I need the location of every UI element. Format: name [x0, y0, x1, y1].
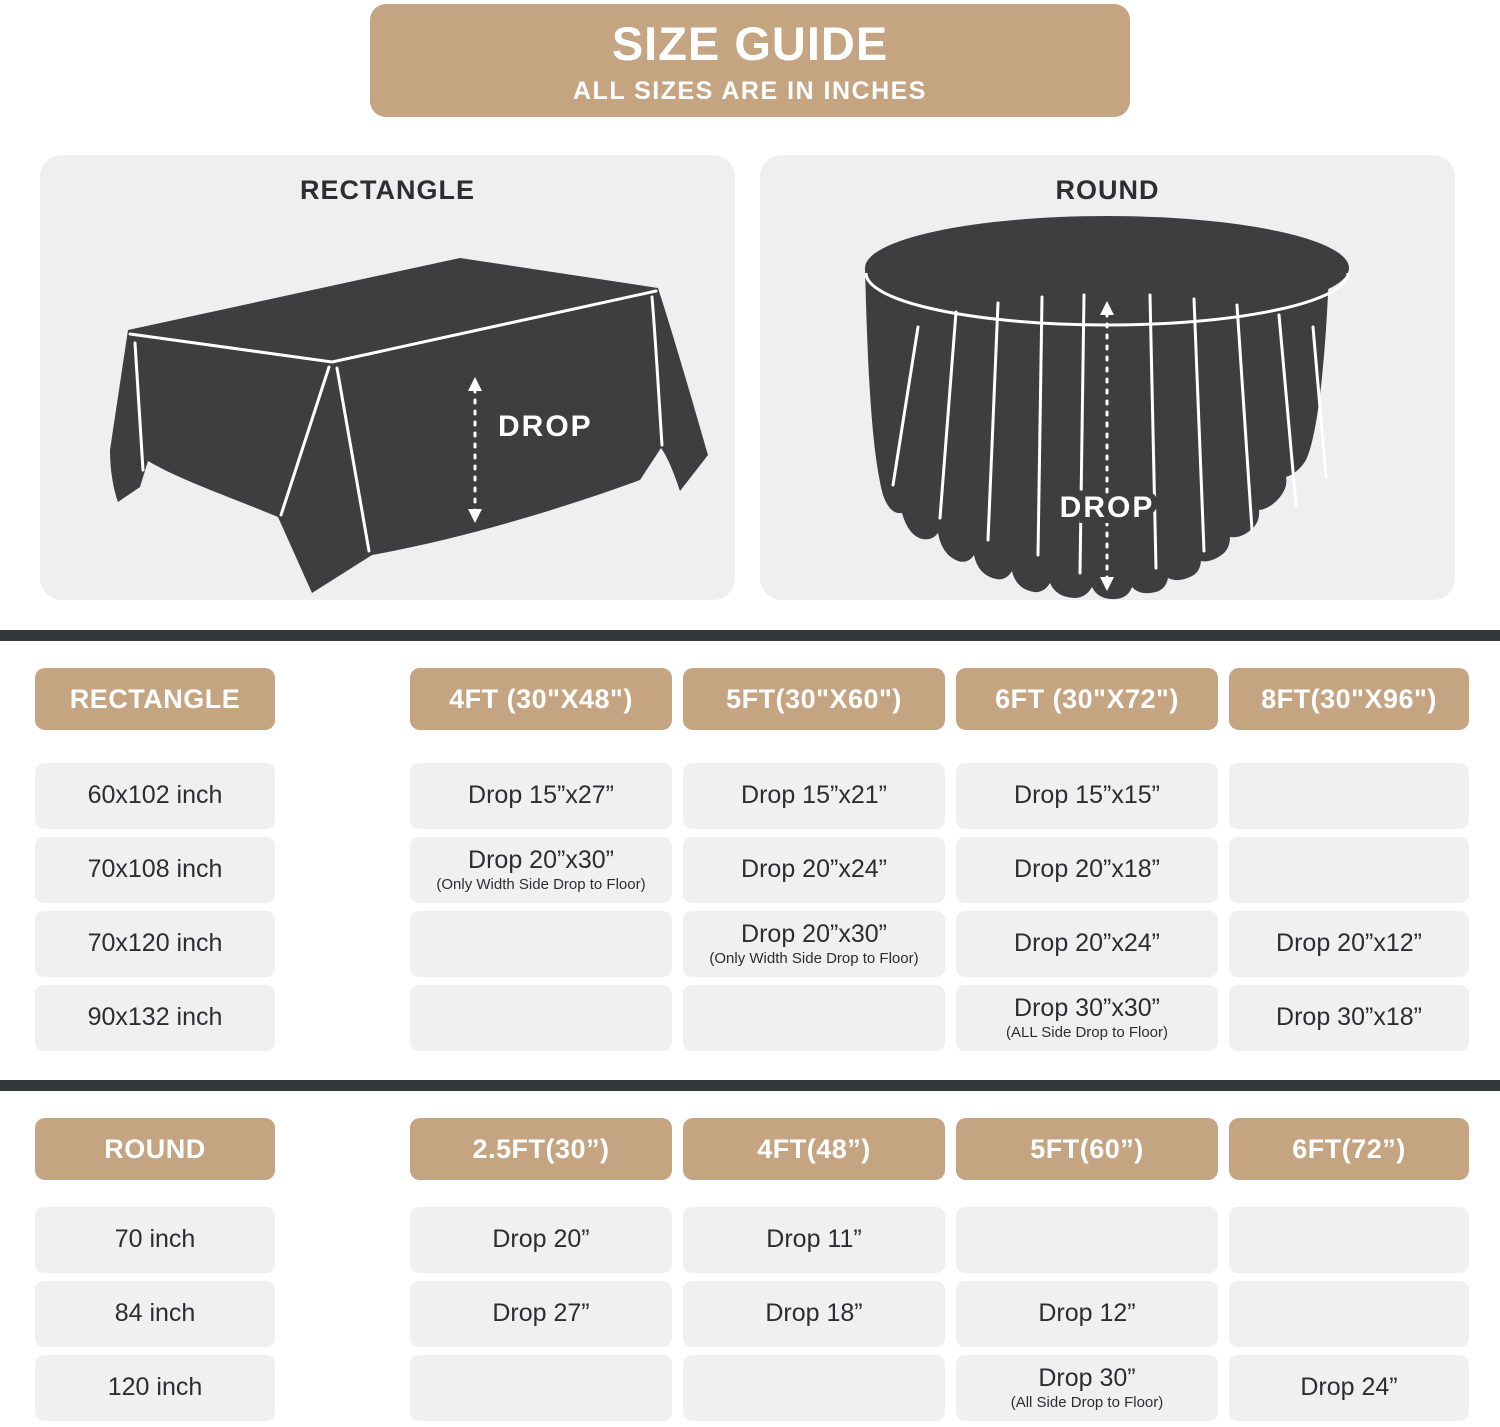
size-cell — [1229, 837, 1469, 903]
row-label: 70x120 inch — [35, 911, 275, 977]
round-tablecloth-illustration — [760, 155, 1455, 600]
banner-subtitle: ALL SIZES ARE IN INCHES — [573, 76, 927, 105]
size-cell: Drop 20”x30” (Only Width Side Drop to Floor) — [683, 911, 945, 977]
size-cell: Drop 20” — [410, 1207, 672, 1273]
size-cell: Drop 18” — [683, 1281, 945, 1347]
size-cell — [410, 1355, 672, 1421]
row-label: 90x132 inch — [35, 985, 275, 1051]
size-cell: Drop 30”x30” (ALL Side Drop to Floor) — [956, 985, 1218, 1051]
table-row — [0, 985, 1500, 1051]
size-guide-banner — [370, 4, 1130, 117]
rect-header-5ft: 5FT(30"X60") — [683, 668, 945, 730]
size-cell: Drop 20”x30” (Only Width Side Drop to Floor) — [410, 837, 672, 903]
size-cell: Drop 11” — [683, 1207, 945, 1273]
size-cell — [683, 985, 945, 1051]
table-row — [0, 1281, 1500, 1347]
rectangle-size-table — [0, 668, 1500, 1051]
round-panel-title: ROUND — [1055, 175, 1160, 205]
rectangle-tablecloth-illustration — [40, 155, 735, 600]
row-label: 60x102 inch — [35, 763, 275, 829]
size-cell: Drop 24” — [1229, 1355, 1469, 1421]
table-row — [0, 763, 1500, 829]
round-table-header — [0, 1118, 1500, 1180]
round-header-2-5ft: 2.5FT(30”) — [410, 1118, 672, 1180]
round-header-5ft: 5FT(60”) — [956, 1118, 1218, 1180]
size-cell — [683, 1355, 945, 1421]
size-cell: Drop 15”x21” — [683, 763, 945, 829]
rectangle-drop-label: DROP — [498, 410, 593, 443]
size-cell — [1229, 763, 1469, 829]
size-cell: Drop 20”x18” — [956, 837, 1218, 903]
round-drop-label: DROP — [1059, 491, 1155, 524]
banner-title: SIZE GUIDE — [611, 16, 889, 70]
row-label: 84 inch — [35, 1281, 275, 1347]
size-cell: Drop 30”x18” — [1229, 985, 1469, 1051]
size-cell: Drop 20”x24” — [683, 837, 945, 903]
size-cell — [410, 985, 672, 1051]
round-header-round: ROUND — [35, 1118, 275, 1180]
rect-header-6ft: 6FT (30"X72") — [956, 668, 1218, 730]
round-header-4ft: 4FT(48”) — [683, 1118, 945, 1180]
rect-header-4ft: 4FT (30"X48") — [410, 668, 672, 730]
size-cell: Drop 15”x15” — [956, 763, 1218, 829]
size-cell: Drop 27” — [410, 1281, 672, 1347]
row-label: 70 inch — [35, 1207, 275, 1273]
size-cell: Drop 30” (All Side Drop to Floor) — [956, 1355, 1218, 1421]
rectangle-panel — [40, 155, 735, 600]
table-row — [0, 911, 1500, 977]
round-header-6ft: 6FT(72”) — [1229, 1118, 1469, 1180]
table-row — [0, 837, 1500, 903]
illustration-panels — [0, 155, 1500, 600]
table-row — [0, 1355, 1500, 1421]
size-cell — [956, 1207, 1218, 1273]
size-cell: Drop 12” — [956, 1281, 1218, 1347]
rect-header-8ft: 8FT(30"X96") — [1229, 668, 1469, 730]
round-size-table — [0, 1118, 1500, 1421]
size-cell: Drop 20”x24” — [956, 911, 1218, 977]
size-cell: Drop 20”x12” — [1229, 911, 1469, 977]
rectangle-panel-title: RECTANGLE — [300, 175, 475, 205]
table-row — [0, 1207, 1500, 1273]
row-label: 70x108 inch — [35, 837, 275, 903]
round-panel — [760, 155, 1455, 600]
row-label: 120 inch — [35, 1355, 275, 1421]
size-cell — [1229, 1281, 1469, 1347]
divider-bottom — [0, 1080, 1500, 1091]
size-cell — [410, 911, 672, 977]
rect-header-rectangle: RECTANGLE — [35, 668, 275, 730]
size-cell — [1229, 1207, 1469, 1273]
size-cell: Drop 15”x27” — [410, 763, 672, 829]
divider-top — [0, 630, 1500, 641]
rectangle-table-header — [0, 668, 1500, 730]
